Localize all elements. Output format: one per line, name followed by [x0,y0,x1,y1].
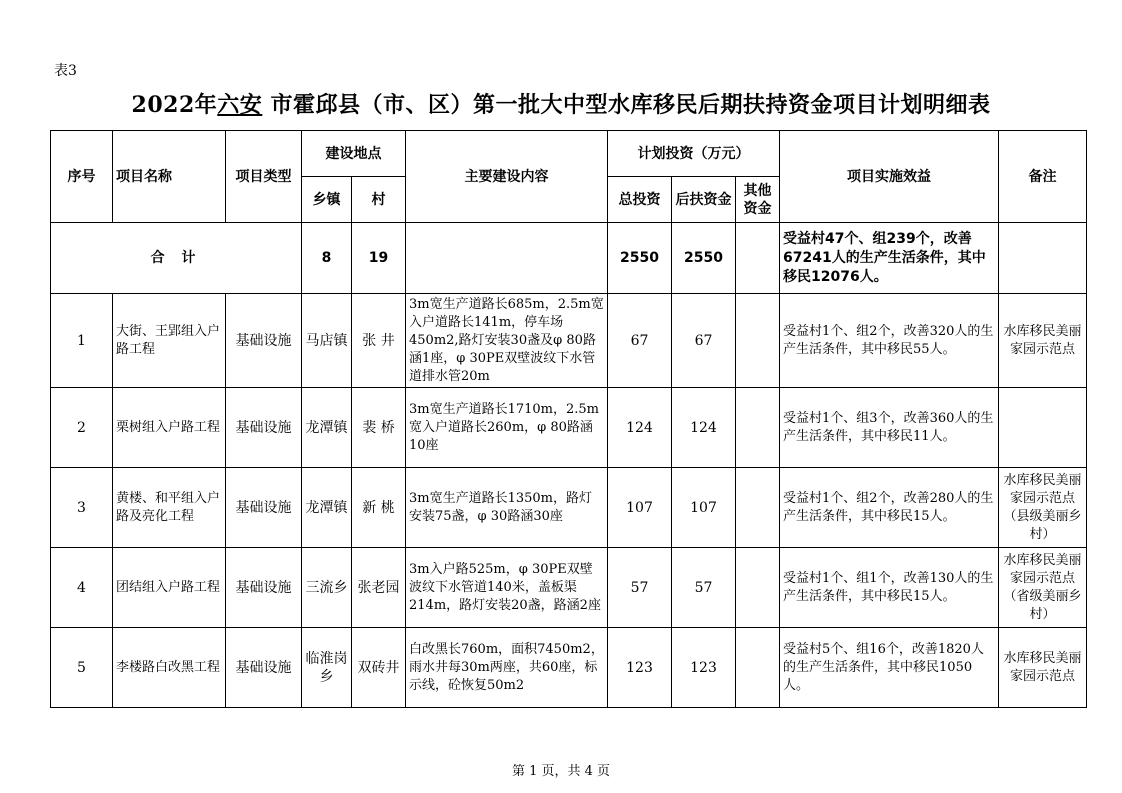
row-other [736,388,780,468]
row-other [736,548,780,628]
row-village: 新 桃 [352,468,406,548]
row-seq: 1 [51,294,113,388]
row-town: 龙潭镇 [302,388,352,468]
row-town: 临淮岗乡 [302,628,352,708]
header-village: 村 [352,177,406,223]
total-label: 合 计 [51,223,302,294]
row-content: 白改黑长760m，面积7450m2，雨水井每30m两座，共60座，标示线，砼恢复50m2 [406,628,608,708]
row-remark: 水库移民美丽家园示范点（县级美丽乡村） [999,468,1087,548]
title-suffix: 市霍邱县（市、区）第一批大中型水库移民后期扶持资金项目计划明细表 [262,92,991,118]
total-towns: 8 [302,223,352,294]
page-footer: 第 1 页，共 4 页 [511,764,611,779]
row-benefit: 受益村1个、组2个，改善280人的生产生活条件，其中移民15人。 [780,468,999,548]
table-row [51,468,1087,548]
row-type: 基础设施 [226,294,302,388]
row-total: 67 [608,294,672,388]
table-number-label: 表3 [54,63,77,79]
row-benefit: 受益村5个、组16个，改善1820人的生产生活条件，其中移民1050人。 [780,628,999,708]
row-village: 张老园 [352,548,406,628]
header-other: 其他资金 [736,177,780,223]
table-row [51,628,1087,708]
row-support: 124 [672,388,736,468]
row-seq: 5 [51,628,113,708]
row-remark: 水库移民美丽家园示范点（省级美丽乡村） [999,548,1087,628]
row-support: 57 [672,548,736,628]
page-title [0,88,1122,119]
total-remark [999,223,1087,294]
header-row-1 [51,131,1087,177]
row-seq: 4 [51,548,113,628]
header-content: 主要建设内容 [406,131,608,223]
row-content: 3m宽生产道路长1350m，路灯安装75盏，φ 30路涵30座 [406,468,608,548]
row-type: 基础设施 [226,548,302,628]
header-location: 建设地点 [302,131,406,177]
row-name: 黄楼、和平组入户路及亮化工程 [113,468,226,548]
total-content [406,223,608,294]
table-row [51,388,1087,468]
total-villages: 19 [352,223,406,294]
header-type: 项目类型 [226,131,302,223]
row-total: 123 [608,628,672,708]
row-support: 123 [672,628,736,708]
row-village: 裴 桥 [352,388,406,468]
row-content: 3m宽生产道路长685m，2.5m宽入户道路长141m，停车场450m2,路灯安装30盏及φ 80路涵1座，φ 30PE双壁波纹下水管道排水管20m [406,294,608,388]
row-name: 团结组入户路工程 [113,548,226,628]
row-benefit: 受益村1个、组2个，改善320人的生产生活条件，其中移民55人。 [780,294,999,388]
header-seq: 序号 [51,131,113,223]
table-row [51,294,1087,388]
row-village: 张 井 [352,294,406,388]
row-other [736,468,780,548]
row-other [736,294,780,388]
total-other [736,223,780,294]
header-total: 总投资 [608,177,672,223]
row-other [736,628,780,708]
title-prefix: 2022年 [131,92,218,118]
row-name: 大街、王郢组入户路工程 [113,294,226,388]
row-total: 57 [608,548,672,628]
row-seq: 2 [51,388,113,468]
row-type: 基础设施 [226,468,302,548]
row-remark: 水库移民美丽家园示范点 [999,628,1087,708]
row-total: 107 [608,468,672,548]
row-support: 107 [672,468,736,548]
row-remark [999,388,1087,468]
header-support: 后扶资金 [672,177,736,223]
header-name: 项目名称 [113,131,226,223]
row-benefit: 受益村1个、组1个，改善130人的生产生活条件，其中移民15人。 [780,548,999,628]
row-town: 龙潭镇 [302,468,352,548]
header-benefit: 项目实施效益 [780,131,999,223]
row-content: 3m宽生产道路长1710m，2.5m宽入户道路长260m，φ 80路涵10座 [406,388,608,468]
row-seq: 3 [51,468,113,548]
header-investment: 计划投资（万元） [608,131,780,177]
total-benefit: 受益村47个、组239个，改善67241人的生产生活条件，其中移民12076人。 [780,223,999,294]
row-type: 基础设施 [226,388,302,468]
row-town: 三流乡 [302,548,352,628]
row-village: 双砖井 [352,628,406,708]
row-content: 3m入户路525m，φ 30PE双壁波纹下水管道140米，盖板渠214m，路灯安装20盏，路涵2座 [406,548,608,628]
row-name: 李楼路白改黑工程 [113,628,226,708]
row-support: 67 [672,294,736,388]
project-plan-table [50,130,1087,708]
table-row [51,548,1087,628]
total-support: 2550 [672,223,736,294]
header-remark: 备注 [999,131,1087,223]
row-benefit: 受益村1个、组3个，改善360人的生产生活条件，其中移民11人。 [780,388,999,468]
header-town: 乡镇 [302,177,352,223]
row-remark: 水库移民美丽家园示范点 [999,294,1087,388]
row-total: 124 [608,388,672,468]
total-investment: 2550 [608,223,672,294]
title-city: 六安 [217,92,263,118]
row-town: 马店镇 [302,294,352,388]
row-type: 基础设施 [226,628,302,708]
row-name: 栗树组入户路工程 [113,388,226,468]
total-row [51,223,1087,294]
